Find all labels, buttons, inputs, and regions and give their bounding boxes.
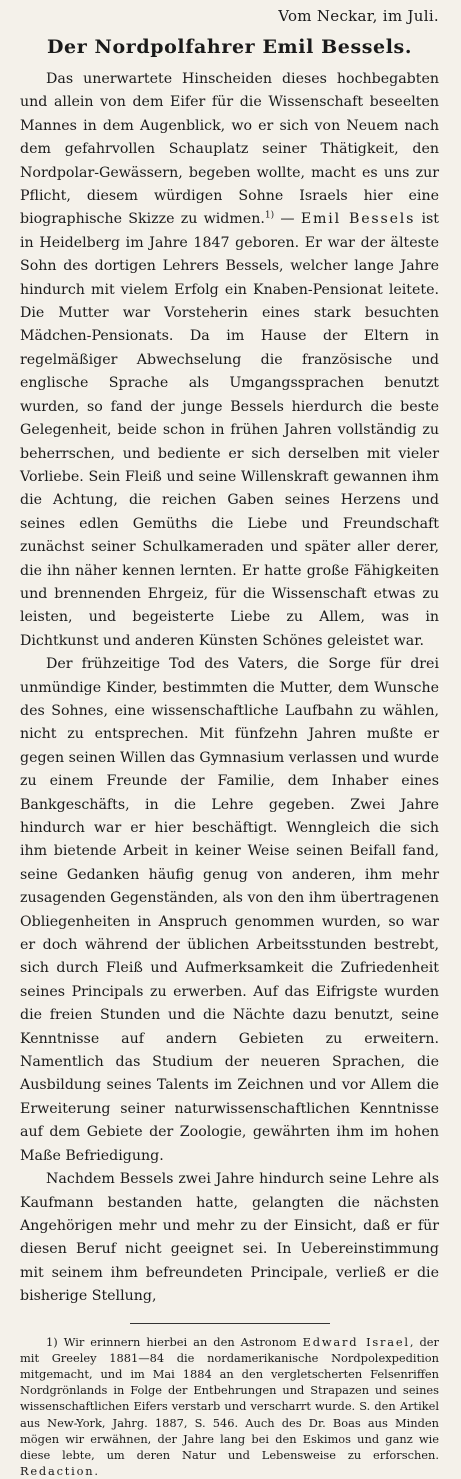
footnote-divider	[130, 1323, 330, 1324]
paragraph-1	[20, 68, 439, 653]
dash: —	[274, 211, 301, 228]
paragraph-2: Der frühzeitige Tod des Vaters, die Sorge für drei unmündige Kinder, bestimmten die Mutter, dem Wunsche des Sohnes, eine wissenschaftliche Laufbahn zu wählen, nicht zu entsprechen. Mit fünfzehn Jahren mußte er gegen seinen Willen das Gymnasium verlassen und wurde zu einem Freunde der Familie, dem Inhaber eines Bankgeschäfts, in die Lehre gegeben. Zwei Jahre hindurch war er hier beschäftigt. Wenngleich die sich ihm bietende Arbeit in keiner Weise seinen Beifall fand, seine Gedanken häufig genug von anderen, ihm mehr zusagenden Gegenständen, als von den ihm übertragenen Obliegenheiten in Anspruch genommen wurden, so war er doch während der üblichen Arbeitsstunden bestrebt, sich durch Fleiß und Aufmerksamkeit die Zufriedenheit seines Principals zu erwerben. Auf das Eifrigste wurden die freien Stunden und die Nächte dazu benutzt, seine Kenntnisse auf andern Gebieten zu erweitern. Namentlich das Studium der neueren Sprachen, die Ausbildung seines Talents im Zeichnen und vor Allem die Erweiterung seiner naturwissenschaftlichen Kenntnisse auf dem Gebiete der Zoologie, gewährten ihm im hohen Maße Befriedigung.	[20, 656, 439, 1164]
footnote-text-pre: Wir erinnern hierbei an den Astronom	[57, 1334, 303, 1349]
person-name-edward-israel: Edward Israel	[302, 1334, 410, 1349]
footnote-text-rest: , der mit Greeley 1881—84 die nordamerikanische Nordpolexpedition mitgemacht, und im Mai 1884 an den vergletscherten Felsenriffen Nordgrönlands in Folge der Entbehrungen und Strapazen und seines wissenschaftlichen Eifers verstarb und verscharrt wurde. S. den Artikel aus New-York, Jahrg. 1887, S. 546. Auch des Dr. Boas aus Minden mögen wir erwähnen, der Jahre lang bei den Eskimos und ganz wie diese lebte, um deren Natur und Lebensweise zu erforschen.	[20, 1334, 439, 1462]
person-name-emil-bessels: Emil Bessels	[300, 211, 416, 228]
footnote-signature: Redaction.	[20, 1464, 100, 1479]
footnote-marker: 1)	[46, 1334, 58, 1349]
dateline: Vom Neckar, im Juli.	[278, 7, 439, 25]
paragraph-3: Nachdem Bessels zwei Jahre hindurch seine Lehre als Kaufmann bestanden hatte, gelangten die nächsten Angehörigen mehr und mehr zu der Einsicht, daß er für diesen Beruf nicht geeignet sei. In Uebereinstimmung mit seinem ihm befreundeten Principale, verließ er die bisherige Stellung,	[20, 1171, 439, 1305]
footnote-reference[interactable]: 1)	[264, 210, 275, 221]
paragraph-1-rest: ist in Heidelberg im Jahre 1847 geboren. Er war der älteste Sohn des dortigen Lehrers Bessels, welcher lange Jahre hindurch mit vielem Erfolg ein Knaben-Pensionat leitete. Die Mutter war Vorsteherin eines stark besuchten Mädchen-Pensionats. Da im Hause der Eltern in regelmäßiger Abwechselung die französische und englische Sprache als Umgangssprachen benutzt wurden, so fand der junge Bessels hierdurch die beste Gelegenheit, beide schon in frühen Jahren vollständig zu beherrschen, und bediente er sich derselben mit vieler Vorliebe. Sein Fleiß und seine Willenskraft gewannen ihm die Achtung, die reichen Gaben seines Herzens und seines edlen Gemüths die Liebe und Freundschaft zunächst seiner Schulkameraden und später aller derer, die ihn näher kennen lernten. Er hatte große Fähigkeiten und brennenden Ehrgeiz, für die Wissenschaft etwas zu leisten, und begeisterte Liebe zu Allem, was in Dichtkunst und anderen Künsten Schönes geleistet war.	[20, 211, 440, 649]
article-title: Der Nordpolfahrer Emil Bessels.	[46, 36, 413, 58]
paragraph-1-text: Das unerwartete Hinscheiden dieses hochbegabten und allein von dem Eifer für die Wissenschaft beseelten Mannes in dem Augenblick, wo er sich von Neuem nach dem gefahrvollen Schauplatz seiner Thätigkeit, den Nordpolar-Gewässern, begeben wollte, macht es uns zur Pflicht, diesem würdigen Sohne Israels hier eine biographische Skizze zu widmen.	[20, 71, 439, 228]
footnote	[20, 1334, 439, 1479]
